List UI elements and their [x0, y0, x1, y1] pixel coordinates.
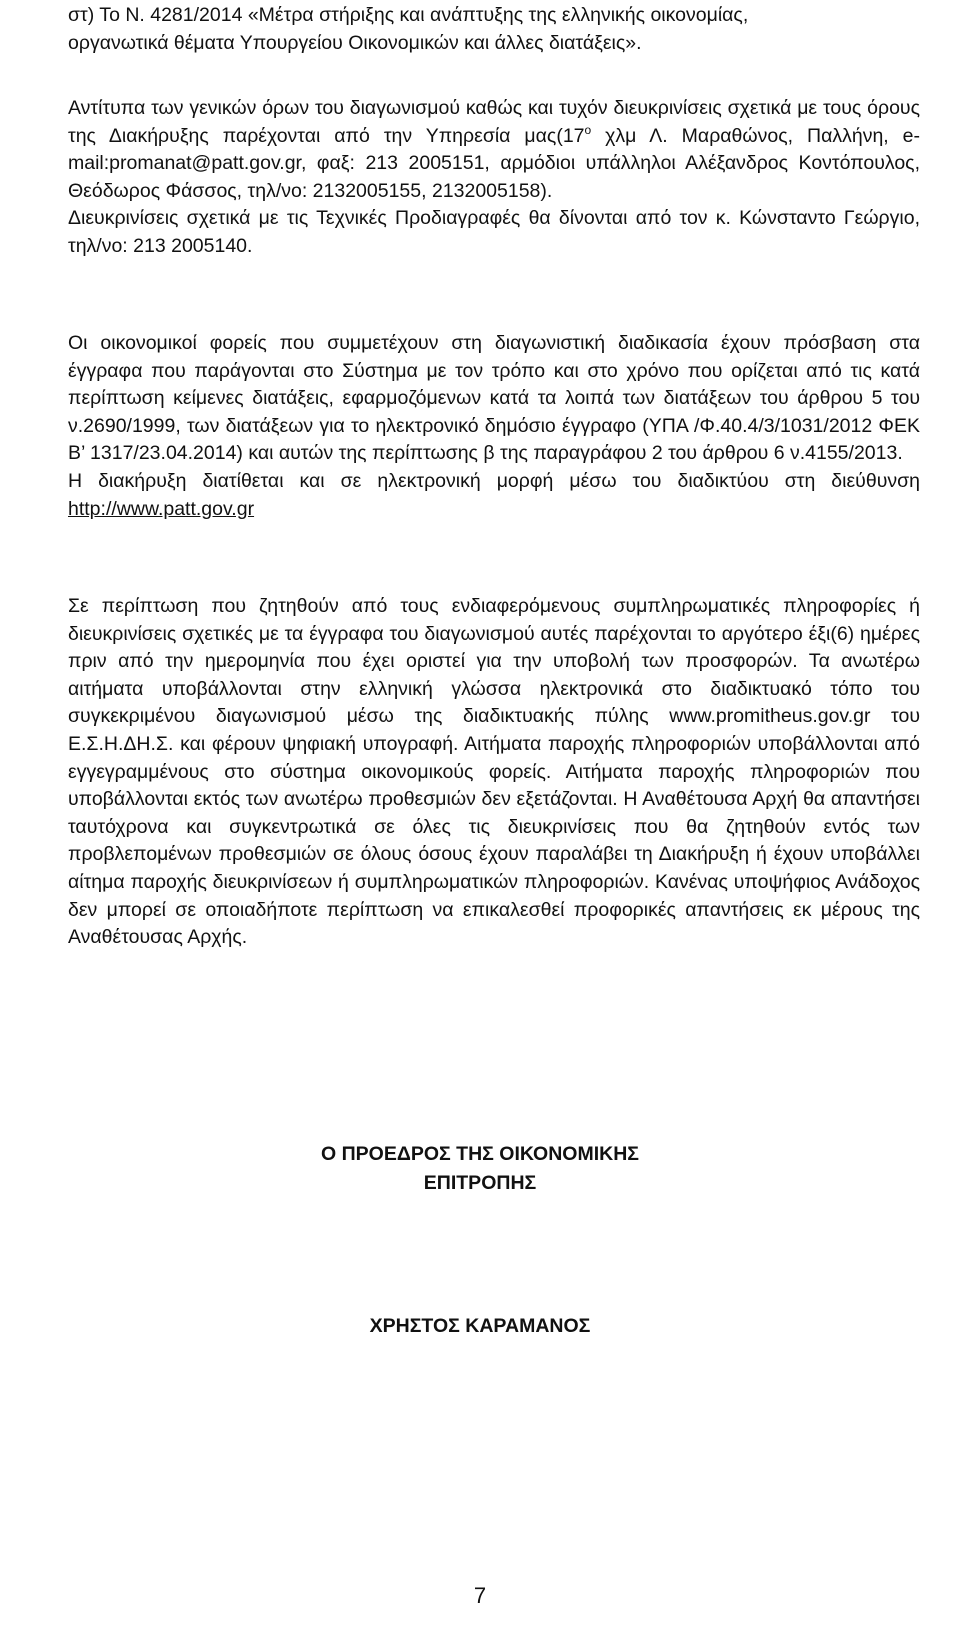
page-number: 7: [473, 1583, 487, 1608]
info-request-paragraph: [68, 593, 920, 952]
availability-text: Η διακήρυξη διατίθεται και σε ηλεκτρονική μορφή μέσω του διαδικτύου στη διεύθυνση: [68, 469, 920, 492]
contact-text-part-1: Αντίτυπα των γενικών όρων του διαγωνισμού καθώς και τυχόν διευκρινίσεις σχετικά με τους όρους της Διακήρυξης παρέχονται από την Υπηρεσία μας(17: [68, 97, 920, 147]
signature-title-line-1: Ο ΠΡΟΕΔΡΟΣ ΤΗΣ ΟΙΚΟΝΟΜΙΚΗΣ: [321, 1143, 639, 1165]
signatory-name-text: ΧΡΗΣΤΟΣ ΚΑΡΑΜΑΝΟΣ: [369, 1315, 591, 1337]
contact-text-part-2: χλμ Λ. Μαραθώνος, Παλλήνη, e-mail:promanat@patt.gov.gr, φαξ: 213 2005151, αρμόδιοι υπάλληλοι Αλέξανδρος Κοντόπουλος, Θεόδωρος Φάσσος, τηλ/νο: 2132005155, 2132005158).: [68, 124, 921, 202]
signature-title-line-2: ΕΠΙΤΡΟΠΗΣ: [423, 1172, 537, 1194]
item-st-line-1: στ) Το Ν. 4281/2014 «Μέτρα στήριξης και ανάπτυξης της ελληνικής οικονομίας,: [68, 4, 749, 26]
info-request-text: Σε περίπτωση που ζητηθούν από τους ενδιαφερόμενους συμπληρωματικές πληροφορίες ή διευκρινίσεις σχετικές με τα έγγραφα του διαγωνισμού αυτές παρέχονται το αργότερο έξι(6) ημέρες πριν από την ημερομηνία που έχει οριστεί για την υποβολή των προσφορών. Τα ανωτέρω αιτήματα υποβάλλονται στην ελληνική γλώσσα ηλεκτρονικά στο διαδικτυακό τόπο του συγκεκριμένου διαγωνισμού μέσω της διαδικτυακής πύλης www.promitheus.gov.gr του Ε.Σ.Η.ΔΗ.Σ. και φέρουν ψηφιακή υπογραφή. Αιτήματα παροχής πληροφοριών υποβάλλονται από εγγεγραμμένους στο σύστημα οικονομικούς φορείς. Αιτήματα παροχής πληροφοριών που υποβάλλονται εκτός των ανωτέρω προθεσμιών δεν εξετάζονται. Η Αναθέτουσα Αρχή θα απαντήσει ταυτόχρονα και συγκεντρωτικά σε όλες τις διευκρινίσεις που θα ζητηθούν εντός των προβλεπομένων προθεσμιών σε όλους όσους έχουν παραλάβει τη Διακήρυξη ή έχουν υποβάλλει αίτημα παροχής διευκρινίσεων ή συμπληρωματικών πληροφοριών. Κανένας υποψήφιος Ανάδοχος δεν μπορεί σε οποιαδήποτε περίπτωση να επικαλεσθεί προφορικές απαντήσεις εκ μέρους της Αναθέτουσας Αρχής.: [68, 595, 920, 949]
signatory-name: [0, 1312, 960, 1341]
item-st-line-2: οργανωτικά θέματα Υπουργείου Οικονομικών και άλλες διατάξεις».: [68, 31, 642, 54]
signature-title: [0, 1140, 960, 1198]
website-link[interactable]: http://www.patt.gov.gr: [68, 497, 255, 520]
access-paragraph: [68, 330, 920, 523]
contact-paragraph: [68, 95, 920, 261]
access-text: Οι οικονομικοί φορείς που συμμετέχουν στη διαγωνιστική διαδικασία έχουν πρόσβαση στα έγγραφα που παράγονται στο Σύστημα με τον τρόπο και στο χρόνο που ορίζεται από τις κατά περίπτωση κείμενες διατάξεις, εφαρμοζόμενων κατά τα λοιπά των διατάξεων του άρθρου 5 του ν.2690/1999, των διατάξεων για το ηλεκτρονικό δημόσιο έγγραφο (ΥΠΑ /Φ.40.4/3/1031/2012 ΦΕΚ Β’ 1317/23.04.2014) και αυτών της περίπτωσης β της παραγράφου 2 του άρθρου 6 ν.4155/2013.: [68, 332, 920, 465]
technical-specs-contact: Διευκρινίσεις σχετικά με τις Τεχνικές Προδιαγραφές θα δίνονται από τον κ. Κώνσταντο Γεώργιο, τηλ/νο: 213 2005140.: [68, 207, 920, 257]
ordinal-superscript: ο: [584, 122, 592, 137]
item-st-law-reference: [68, 2, 920, 57]
